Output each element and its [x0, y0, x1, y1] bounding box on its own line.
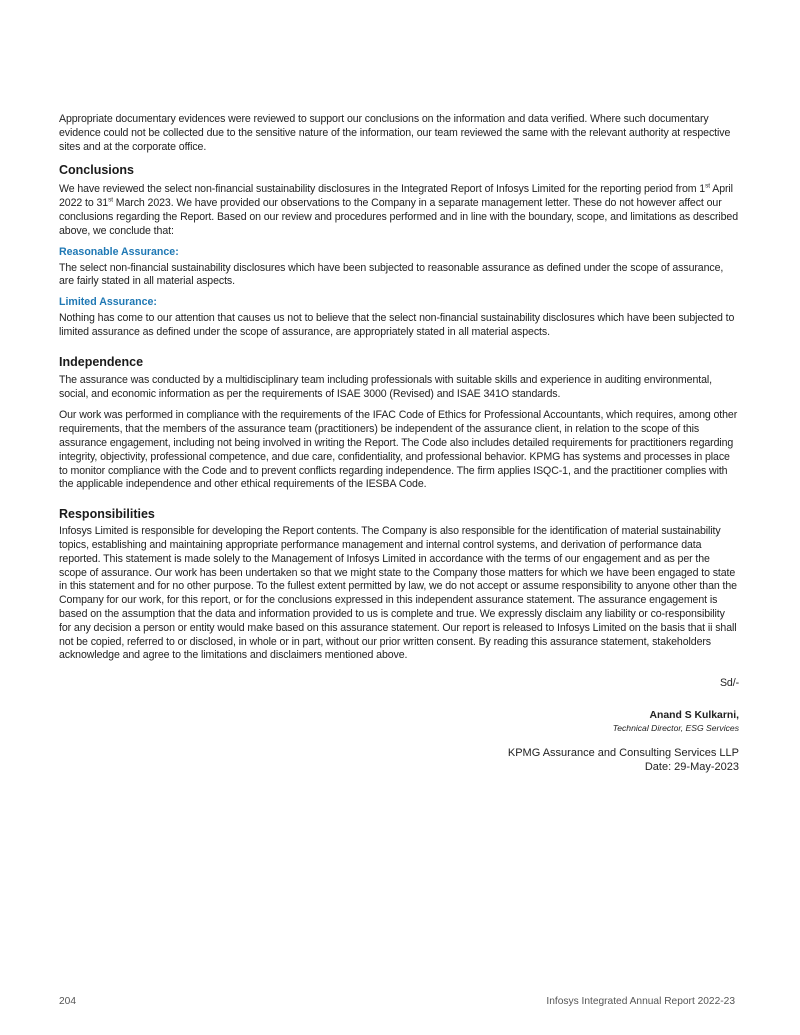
responsibilities-paragraph: Infosys Limited is responsible for developing the Report contents. The Company is also responsible for the identification of material sustainability topics, establishing and maintaining appropriate performance management and internal control systems, and derivation of performance data reported. This statement is made solely to the Management of Infosys Limited in accordance with the terms of our engagement and as per the scope of assurance. Our work has been undertaken so that we might state to the Company those matters for which we have been engaged to state in this statement and for no other purpose. To the fullest extent permitted by law, we do not accept or assume responsibility to anyone other than the Company for our work, for this report, or for the conclusions expressed in this independent assurance statement. The assurance engagement is based on the assumption that the data and information provided to us is complete and true. We expressly disclaim any liability or co-responsibility for any decision a person or entity would make based on this assurance statement. Our report is released to Infosys Limited on the basis that ii shall not be copied, referred to or disclosed, in whole or in part, without our prior written consent. By reading this assurance statement, stakeholders acknowledge and agree to the limitations and disclaimers mentioned above.: [59, 525, 737, 662]
statement-date: Date: 29-May-2023: [644, 760, 739, 773]
report-page: [59, 113, 739, 774]
signatory-name: Anand S Kulkarni,: [649, 709, 739, 721]
limited-assurance-heading: Limited Assurance:: [59, 296, 157, 309]
independence-paragraph-2: Our work was performed in compliance with the requirements of the IFAC Code of Ethics for Professional Accountants, which requires, among other requirements, that the members of the assurance team (practitioners) be independent of the assurance client, in relation to the scope of this assurance engagement, including not being involved in writing the Report. The Code also includes detailed requirements for practitioners regarding integrity, objectivity, professional competence, and due care, confidentiality, and professional behavior. KPMG has systems and processes in place to monitor compliance with the Code and to prevent conflicts regarding independence. The firm applies ISQC-1, and the practitioner complies with the applicable independence and other ethical requirements of the IESBA Code.: [59, 409, 738, 491]
conclusions-heading: Conclusions: [59, 163, 135, 178]
signatory-title: Technical Director, ESG Services: [612, 722, 739, 733]
independence-paragraph-1: The assurance was conducted by a multidisciplinary team including professionals with suitable skills and experience in auditing environmental, social, and economic information as per the requirements of ISAE 3000 (Revised) and ISAE 341O standards.: [59, 373, 712, 400]
page-number: 204: [59, 996, 76, 1007]
responsibilities-heading: Responsibilities: [59, 507, 155, 522]
limited-assurance-text: Nothing has come to our attention that causes us not to believe that the select non-financial sustainability disclosures which have been subjected to limited assurance as defined under the scope of assurance, are appropriately stated in all material aspects.: [59, 312, 735, 338]
conclusions-paragraph: We have reviewed the select non-financial sustainability disclosures in the Integrated Report of Infosys Limited for the reporting period from 1st April 2022 to 31st March 2023. We have provided our observations to the Company in a separate management letter. These do not however affect our conclusions regarding the Report. Based on our review and procedures performed and in line with the boundary, scope, and limitations as described above, we conclude that:: [59, 182, 739, 237]
reasonable-assurance-heading: Reasonable Assurance:: [59, 245, 179, 258]
reasonable-assurance-text: The select non-financial sustainability disclosures which have been subjected to reasonable assurance as defined under the scope of assurance, are fairly stated in all material aspects.: [59, 261, 724, 288]
intro-paragraph: Appropriate documentary evidences were reviewed to support our conclusions on the information and data verified. Where such documentary evidence could not be collected due to the sensitive nature of the information, our team reviewed the same with the relevant authority at respective sites and at the corporate office.: [59, 113, 731, 153]
report-title: Infosys Integrated Annual Report 2022-23: [546, 996, 735, 1007]
signature-block: [59, 677, 739, 774]
firm-name: KPMG Assurance and Consulting Services LLP: [507, 746, 739, 759]
sd-mark: Sd/-: [719, 677, 739, 690]
independence-heading: Independence: [59, 354, 144, 369]
